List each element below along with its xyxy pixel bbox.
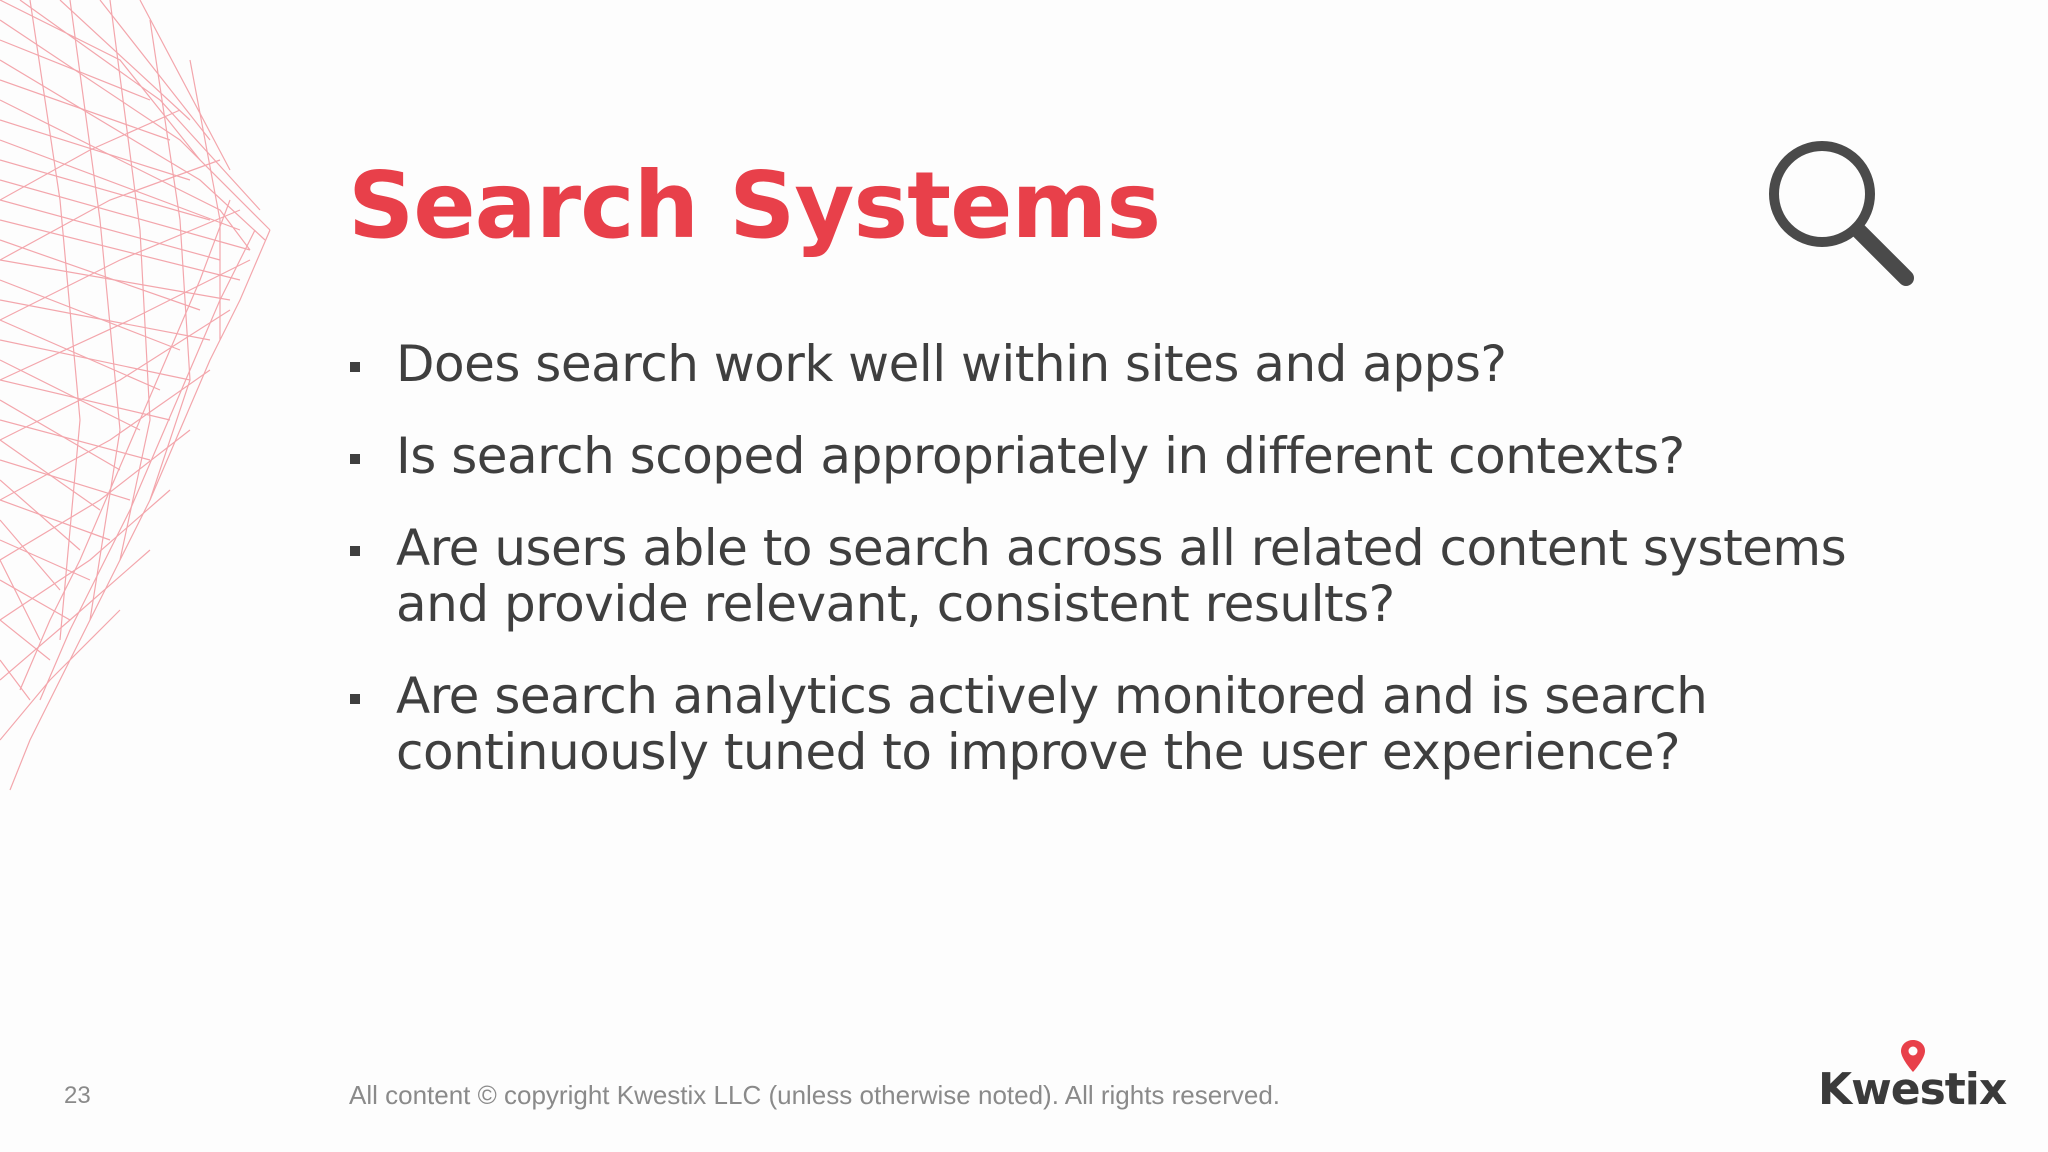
kwestix-logo — [1818, 1038, 2008, 1120]
logo-text: Kwestix — [1818, 1064, 2007, 1115]
bullet-item — [350, 428, 1890, 484]
bullet-marker — [350, 546, 360, 556]
bullet-item — [350, 668, 1890, 780]
bullet-text: Are search analytics actively monitored and is search continuously tuned to improve the user experience? — [396, 667, 1708, 781]
bullet-list — [350, 336, 1890, 816]
bullet-text: Does search work well within sites and apps? — [396, 335, 1507, 393]
bullet-item — [350, 520, 1890, 632]
slide-title: Search Systems — [348, 152, 1161, 259]
copyright-notice: All content © copyright Kwestix LLC (unless otherwise noted). All rights reserved. — [349, 1080, 1281, 1110]
wireframe-decoration — [0, 0, 290, 800]
bullet-text: Are users able to search across all related content systems and provide relevant, consistent results? — [396, 519, 1847, 633]
bullet-marker — [350, 454, 360, 464]
bullet-item — [350, 336, 1890, 392]
page-number: 23 — [64, 1082, 91, 1109]
magnifying-glass-icon — [1760, 132, 1920, 292]
bullet-marker — [350, 362, 360, 372]
bullet-marker — [350, 694, 360, 704]
bullet-text: Is search scoped appropriately in different contexts? — [396, 427, 1685, 485]
